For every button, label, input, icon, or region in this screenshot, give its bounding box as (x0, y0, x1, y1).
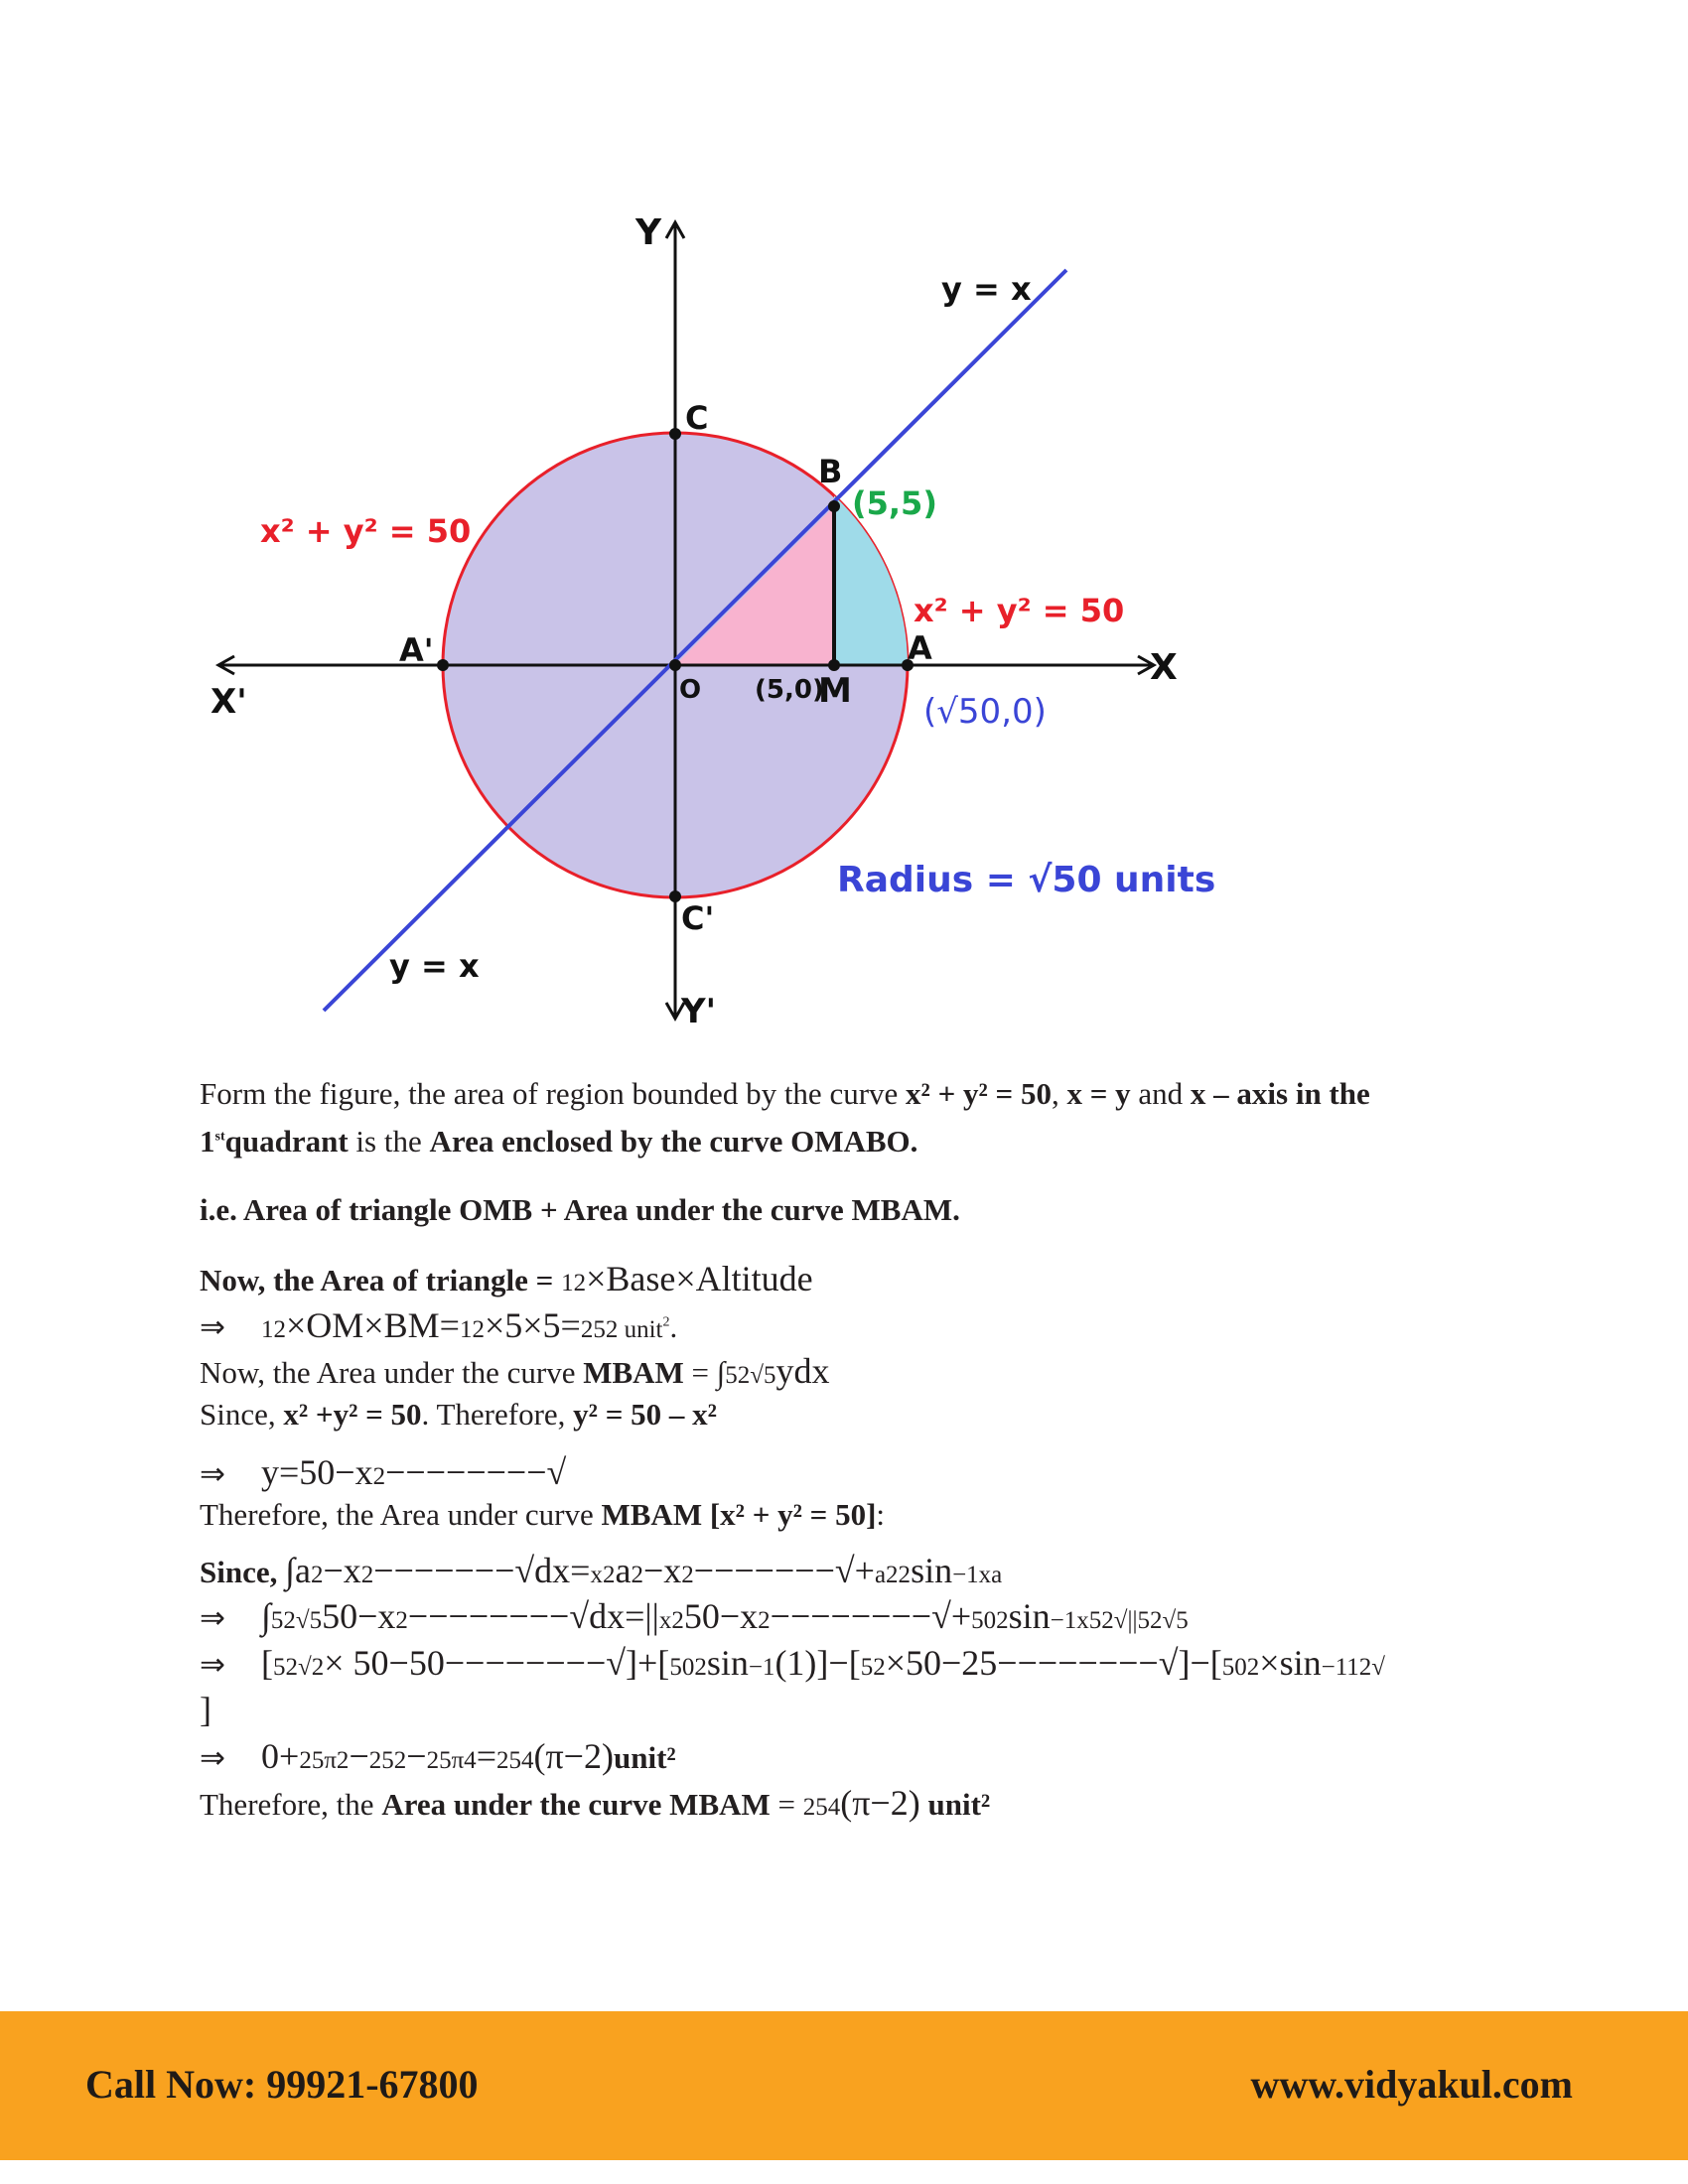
solution-text (200, 1074, 1490, 1826)
line-integral-apply: ⇒ ∫52√550−x2−−−−−−−−√dx=||x250−x2−−−−−−−−√+502sin−1x52√||52√5 (200, 1596, 1189, 1637)
para-3: i.e. Area of triangle OMB + Area under the curve MBAM. (200, 1191, 960, 1227)
label-radius: Radius = √50 units (837, 860, 1216, 900)
label-a-coord: (√50,0) (923, 692, 1047, 732)
label-a-neg: A' (399, 631, 434, 669)
para-1: Form the figure, the area of region bounded by the curve x² + y² = 50, x = y and x – axis in the (200, 1076, 1370, 1111)
label-o: O (679, 675, 702, 705)
label-line-top: y = x (941, 270, 1032, 308)
call-now[interactable]: Call Now: 99921-67800 (85, 2062, 479, 2107)
dot-c-neg (669, 890, 681, 902)
label-x: X (1150, 647, 1178, 688)
line-since: Since, x² +y² = 50. Therefore, y² = 50 – x² (200, 1397, 717, 1433)
line-bracket: ] (200, 1690, 211, 1730)
label-y-neg: Y' (681, 992, 717, 1031)
label-c: C (685, 399, 709, 437)
label-circle-eq-left: x² + y² = 50 (260, 512, 472, 550)
label-b: B (818, 453, 843, 490)
label-y: Y (635, 212, 662, 253)
line-triangle-area: Now, the Area of triangle = 12×Base×Altitude (200, 1258, 813, 1298)
label-b-coord: (5,5) (852, 484, 937, 522)
label-x-neg: X' (211, 682, 247, 722)
line-simplify: ⇒ 0+25π2−252−25π4=254(π−2)unit² (200, 1735, 676, 1776)
dot-a-neg (437, 659, 449, 671)
dot-o (669, 659, 681, 671)
line-substitute: ⇒ [52√2× 50−50−−−−−−−−√]+[502sin−1(1)]−[52×50−25−−−−−−−−√]−[502×sin−112√ (200, 1643, 1386, 1684)
line-triangle-calc: ⇒ 12×OM×BM=12×5×5=252 unit$^2$. (200, 1304, 678, 1345)
label-c-neg: C' (681, 899, 715, 937)
label-m-coord: (5,0) (755, 675, 824, 705)
circle-figure (0, 0, 1688, 1052)
footer-bar (0, 2011, 1688, 2160)
label-line-bottom: y = x (389, 947, 480, 985)
label-a: A (908, 629, 932, 667)
line-formula: Since, ∫a2−x2−−−−−−−√dx=x2a2−x2−−−−−−−√+a22sin−1xa (200, 1550, 1003, 1590)
para-2: 1stquadrant is the Area enclosed by the curve OMABO. (200, 1124, 918, 1160)
dot-c (669, 428, 681, 440)
dot-b (828, 500, 840, 512)
label-m: M (818, 671, 852, 711)
dot-m (828, 659, 840, 671)
line-y-expr: ⇒ y=50−x2−−−−−−−−√ (200, 1451, 567, 1492)
line-result: Therefore, the Area under the curve MBAM = 254(π−2) unit² (200, 1782, 991, 1823)
line-therefore: Therefore, the Area under curve MBAM [x² + y² = 50]: (200, 1497, 886, 1533)
website-link[interactable]: www.vidyakul.com (1250, 2062, 1573, 2107)
label-circle-eq-right: x² + y² = 50 (914, 592, 1125, 629)
line-area-integral: Now, the Area under the curve MBAM = ∫52√5ydx (200, 1351, 830, 1392)
